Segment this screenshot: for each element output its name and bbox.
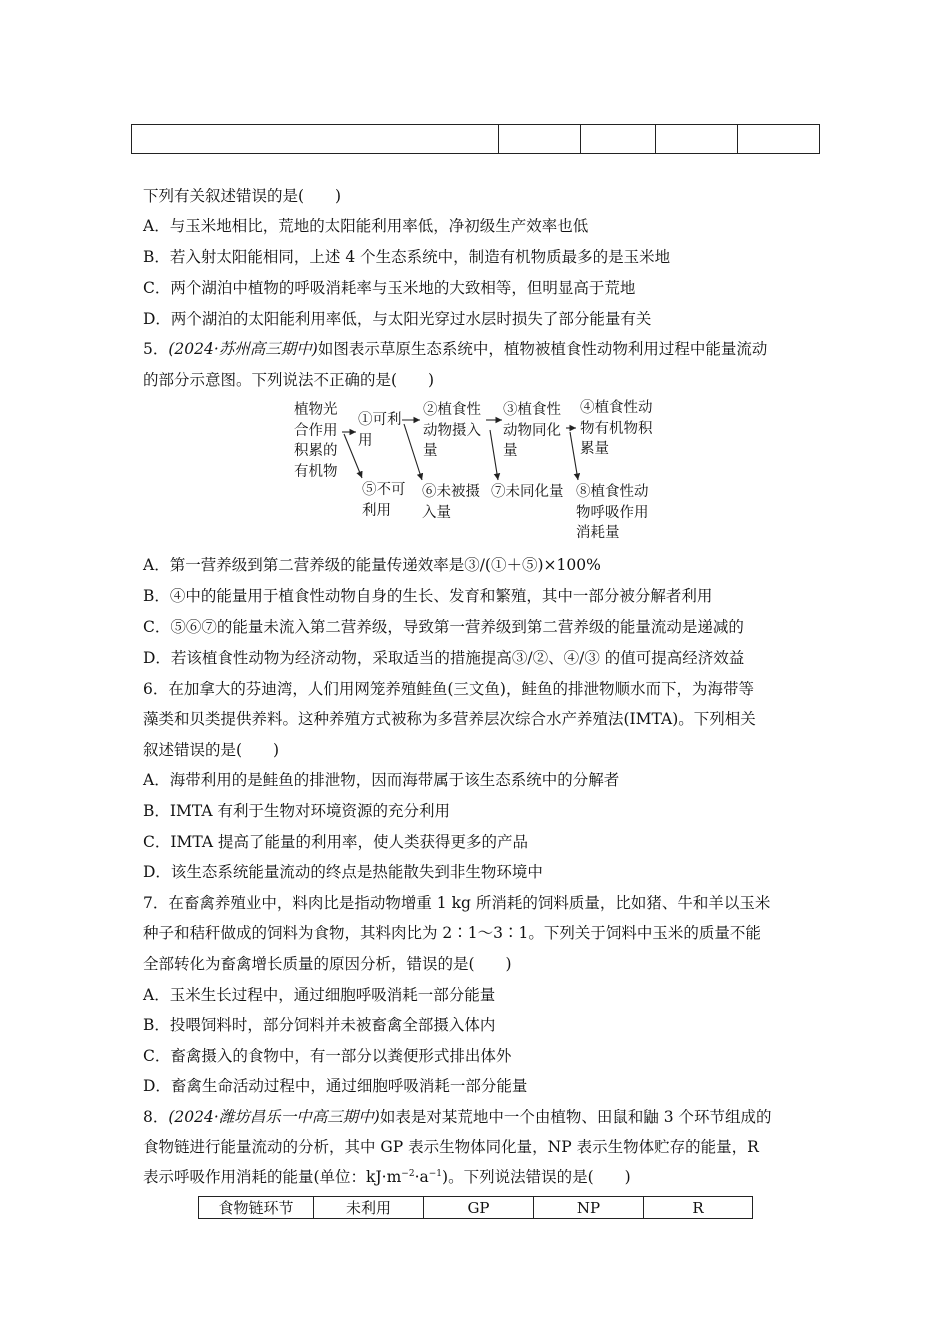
q7-option-a: A．玉米生长过程中，通过细胞呼吸消耗一部分能量: [143, 986, 496, 1004]
node-not-assimilated: ⑦未同化量: [491, 484, 564, 500]
energy-table: [198, 1196, 753, 1219]
arrow-n2-n7: [490, 430, 498, 480]
q4-option-c: C．两个湖泊中植物的呼吸消耗率与玉米地的大致相等，但明显高于荒地: [143, 279, 636, 297]
q8-stem-line1: 8．(2024·潍坊昌乐一中高三期中)如表是对某荒地中一个由植物、田鼠和鼬 3 个环节组成的: [143, 1108, 772, 1126]
q5-option-c: C．⑤⑥⑦的能量未流入第二营养级，导致第一营养级到第二营养级的能量流动是递减的: [143, 618, 744, 636]
q7-stem-line2: 种子和秸秆做成的饲料为食物，其料肉比为 2∶1～3∶1。下列关于饲料中玉米的质量不能: [143, 924, 761, 942]
q8-stem-line3: 表示呼吸作用消耗的能量(单位：$kJ\cdot m^{-2}\cdot a^{-1}$)。下列说法错误的是( ): [143, 1168, 631, 1186]
node-accumulated: ④植食性动 物有机物积 累量: [580, 400, 653, 457]
q4-stem: 下列有关叙述错误的是( ): [143, 187, 342, 205]
q6-option-c: C．IMTA 提高了能量的利用率，使人类获得更多的产品: [143, 833, 528, 851]
col-header-np: NP: [534, 1197, 644, 1219]
q5-option-d: D．若该植食性动物为经济动物，采取适当的措施提高③/②、④/③ 的值可提高经济效益: [143, 649, 745, 667]
q7-option-d: D．畜禽生命活动过程中，通过细胞呼吸消耗一部分能量: [143, 1077, 528, 1095]
arrow-n3-n8: [570, 432, 578, 480]
col-header-link: 食物链环节: [199, 1197, 314, 1219]
col-header-gp: GP: [424, 1197, 534, 1219]
q5-source: (2024·苏州高三期中): [168, 340, 318, 358]
node-unusable: ⑤不可 利用: [362, 482, 406, 519]
q7-option-b: B．投喂饲料时，部分饲料并未被畜禽全部摄入体内: [143, 1016, 496, 1034]
q4-option-a: A．与玉米地相比，荒地的太阳能利用率低，净初级生产效率也低: [143, 217, 589, 235]
node-usable: ①可利 用: [358, 412, 402, 449]
col-header-unused: 未利用: [314, 1197, 424, 1219]
arrow-n1-n6: [404, 424, 422, 480]
node-ingested: ②植食性 动物摄入 量: [423, 402, 481, 459]
q7-stem-line1: 7．在畜禽养殖业中，料肉比是指动物增重 1 kg 所消耗的饲料质量，比如猪、牛和羊以玉米: [143, 894, 771, 912]
q5-option-b: B．④中的能量用于植食性动物自身的生长、发育和繁殖，其中一部分被分解者利用: [143, 587, 713, 605]
table-row: [132, 125, 820, 154]
table-header-row: [199, 1197, 753, 1219]
q8-stem-line2: 食物链进行能量流动的分析，其中 GP 表示生物体同化量，NP 表示生物体贮存的能量，R: [143, 1138, 759, 1156]
previous-table-fragment: [131, 124, 820, 154]
q6-option-a: A．海带利用的是鲑鱼的排泄物，因而海带属于该生态系统中的分解者: [143, 771, 620, 789]
q4-option-d: D．两个湖泊的太阳能利用率低，与太阳光穿过水层时损失了部分能量有关: [143, 310, 652, 328]
q7-option-c: C．畜禽摄入的食物中，有一部分以粪便形式排出体外: [143, 1047, 512, 1065]
q6-option-b: B．IMTA 有利于生物对环境资源的充分利用: [143, 802, 450, 820]
q6-stem-line3: 叙述错误的是( ): [143, 741, 280, 759]
node-assimilated: ③植食性 动物同化 量: [503, 402, 561, 459]
node-not-ingested: ⑥未被摄 入量: [422, 484, 480, 521]
q6-option-d: D．该生态系统能量流动的终点是热能散失到非生物环境中: [143, 863, 543, 881]
energy-flow-diagram: [280, 396, 680, 541]
q5-stem-line1: 5．(2024·苏州高三期中)如图表示草原生态系统中，植物被植食性动物利用过程中能量流动: [143, 340, 768, 358]
q6-stem-line2: 藻类和贝类提供养料。这种养殖方式被称为多营养层次综合水产养殖法(IMTA)。下列相关: [143, 710, 756, 728]
q5-stem-line2: 的部分示意图。下列说法不正确的是( ): [143, 371, 435, 389]
q7-stem-line3: 全部转化为畜禽增长质量的原因分析，错误的是( ): [143, 955, 512, 973]
q8-source: (2024·潍坊昌乐一中高三期中): [168, 1108, 380, 1126]
q4-option-b: B．若入射太阳能相同，上述 4 个生态系统中，制造有机物质最多的是玉米地: [143, 248, 671, 266]
q6-stem-line1: 6．在加拿大的芬迪湾，人们用网笼养殖鲑鱼(三文鱼)，鲑鱼的排泄物顺水而下，为海带等: [143, 680, 754, 698]
node-plant-organic: 植物光 合作用 积累的 有机物: [294, 402, 338, 480]
col-header-r: R: [644, 1197, 753, 1219]
q5-option-a: A．第一营养级到第二营养级的能量传递效率是③/(①＋⑤)×100%: [143, 556, 601, 574]
node-respiration: ⑧植食性动 物呼吸作用 消耗量: [576, 484, 649, 541]
